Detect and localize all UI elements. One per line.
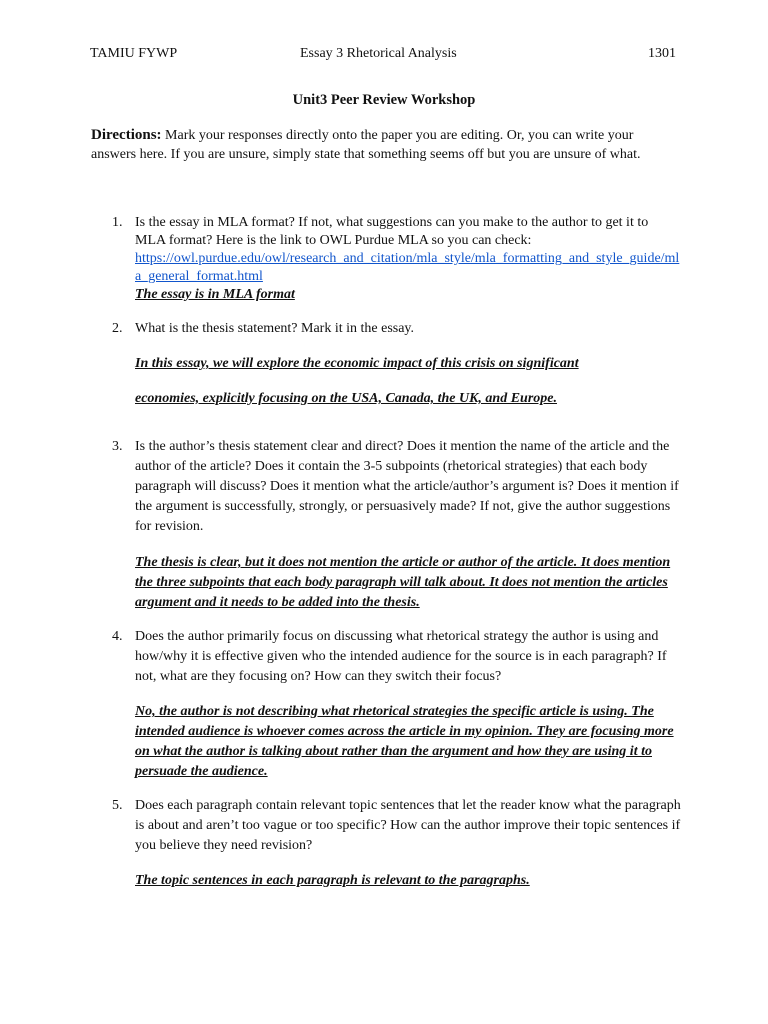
- question-number: 1.: [112, 215, 123, 230]
- question-text: Does the author primarily focus on discussing what rhetorical strategy the author is using and how/why it is effective given who the intended audience for the source is in each paragraph? If not, what are they focusing on? How can they switch their focus?: [135, 629, 667, 684]
- question-1: [112, 214, 682, 304]
- question-number: 4.: [112, 629, 123, 644]
- question-5: [112, 796, 682, 856]
- question-text: Is the author’s thesis statement clear and direct? Does it mention the name of the article and the author of the article? Does it contain the 3-5 subpoints (rhetorical strategies) that each body paragraph will discuss? Does it mention what the article/author’s argument is? Does it mention if the argument is successfully, strongly, or persuasively made? If not, give the author suggestions for revision.: [135, 439, 679, 534]
- page-title: Unit3 Peer Review Workshop: [292, 92, 476, 108]
- header-left: TAMIU FYWP: [90, 46, 178, 61]
- page-header: [90, 46, 676, 66]
- question-number: 3.: [112, 439, 123, 454]
- question-number: 2.: [112, 321, 123, 336]
- question-number: 5.: [112, 798, 123, 813]
- header-center: Essay 3 Rhetorical Analysis: [300, 46, 457, 61]
- answer-3: The thesis is clear, but it does not mention the article or author of the article. It does mention the three subpoints that each body paragraph will talk about. It does not mention the articles argument and it needs to be added into the thesis.: [135, 555, 671, 610]
- question-3: [112, 437, 682, 537]
- owl-purdue-link[interactable]: https://owl.purdue.edu/owl/research_and_citation/mla_style/mla_formatting_and_style_guide/mla_general_format.html: [135, 251, 680, 284]
- directions-text: Mark your responses directly onto the paper you are editing. Or, you can write your answers here. If you are unsure, simply state that something seems off but you are unsure of what.: [91, 128, 641, 162]
- question-text: Is the essay in MLA format? If not, what suggestions can you make to the author to get it to MLA format? Here is the link to OWL Purdue MLA so you can check:: [135, 215, 649, 248]
- directions-label: Directions:: [91, 127, 162, 143]
- question-4: [112, 627, 682, 687]
- header-right: 1301: [648, 46, 676, 61]
- question-text: What is the thesis statement? Mark it in the essay.: [135, 321, 415, 336]
- answer-1: The essay is in MLA format: [135, 287, 295, 302]
- answer-5: The topic sentences in each paragraph is relevant to the paragraphs.: [135, 873, 530, 888]
- answer-2: In this essay, we will explore the economic impact of this crisis on significant economies, explicitly focusing on the USA, Canada, the UK, and Europe.: [135, 356, 579, 406]
- answer-4: No, the author is not describing what rhetorical strategies the specific article is using. The intended audience is whoever comes across the article in my opinion. They are focusing more on what the author is talking about rather than the argument and how they are using it to persuade the audience.: [135, 704, 674, 779]
- question-text: Does each paragraph contain relevant topic sentences that let the reader know what the paragraph is about and aren’t too vague or too specific? How can the author improve their topic sentences if you believe they need revision?: [135, 798, 681, 853]
- question-2: [112, 319, 682, 339]
- directions: [91, 126, 681, 164]
